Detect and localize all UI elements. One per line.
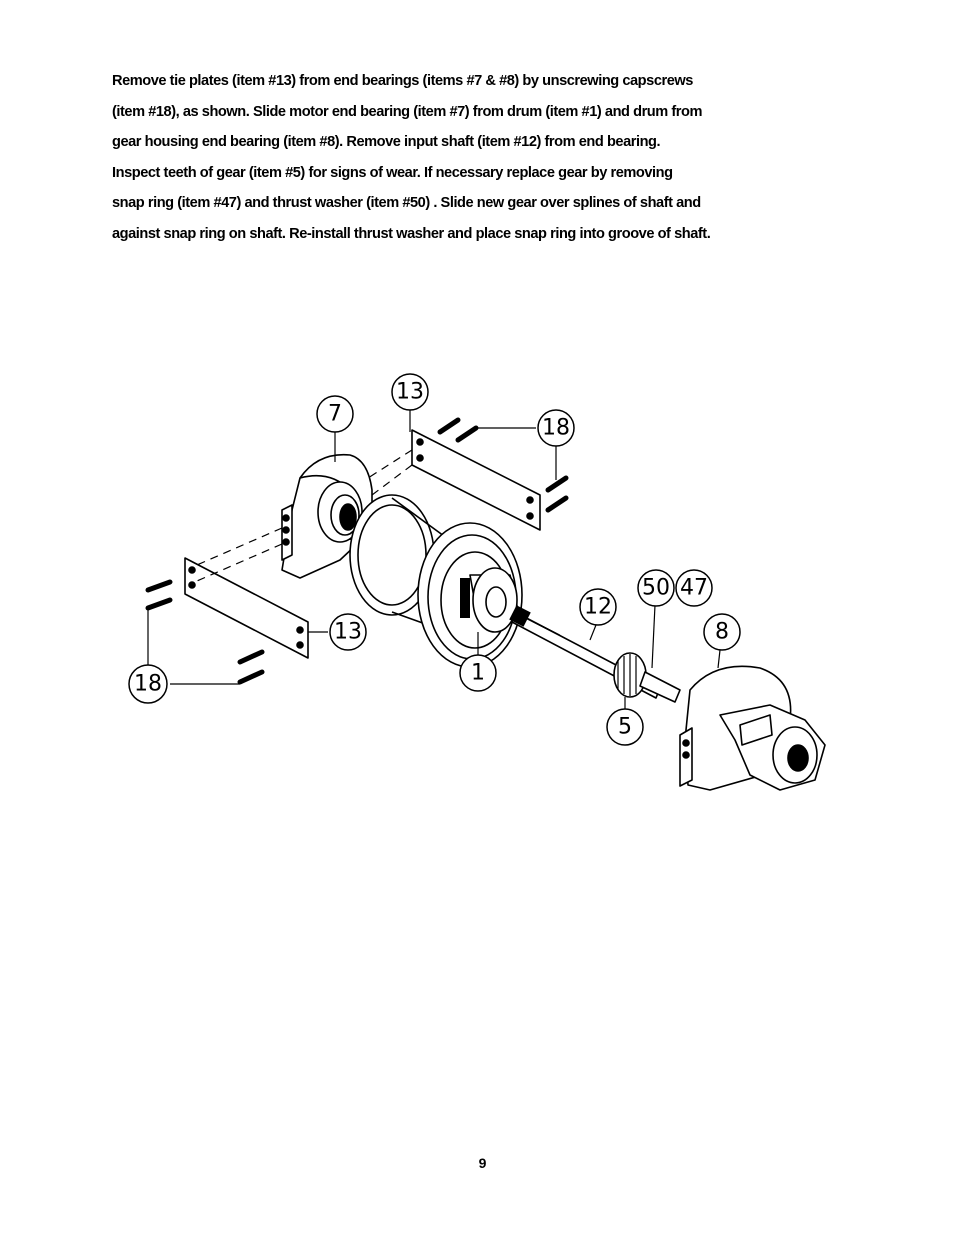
tie-plate-top — [412, 430, 540, 530]
callout-5: 5 — [618, 714, 632, 740]
instruction-line: Inspect teeth of gear (item #5) for signs of wear. If necessary replace gear by removing — [112, 164, 673, 181]
callout-8: 8 — [715, 619, 729, 645]
callout-7: 7 — [328, 401, 342, 427]
callout-12: 12 — [584, 594, 612, 620]
callout-1: 1 — [471, 660, 485, 686]
instruction-line: snap ring (item #47) and thrust washer (item #50) . Slide new gear over splines of shaft and — [112, 195, 701, 212]
instruction-line: gear housing end bearing (item #8). Remove input shaft (item #12) from end bearing. — [112, 134, 661, 151]
callout-18-top: 18 — [542, 415, 570, 441]
drum — [350, 495, 522, 667]
page-number: 9 — [478, 1155, 487, 1171]
instruction-line: (item #18), as shown. Slide motor end bearing (item #7) from drum (item #1) and drum from — [112, 103, 703, 120]
gear-housing-end-bearing — [680, 666, 825, 790]
callout-13-top: 13 — [396, 379, 424, 405]
instruction-line: Remove tie plates (item #13) from end bearings (items #7 & #8) by unscrewing capscrews — [112, 73, 693, 89]
callout-13-left: 13 — [334, 619, 362, 645]
gear — [614, 653, 680, 702]
callout-50: 50 — [642, 575, 670, 601]
callout-47: 47 — [680, 575, 708, 601]
instruction-line: against snap ring on shaft. Re-install thrust washer and place snap ring into groove of shaft. — [112, 225, 711, 242]
callout-18-left: 18 — [134, 671, 162, 697]
